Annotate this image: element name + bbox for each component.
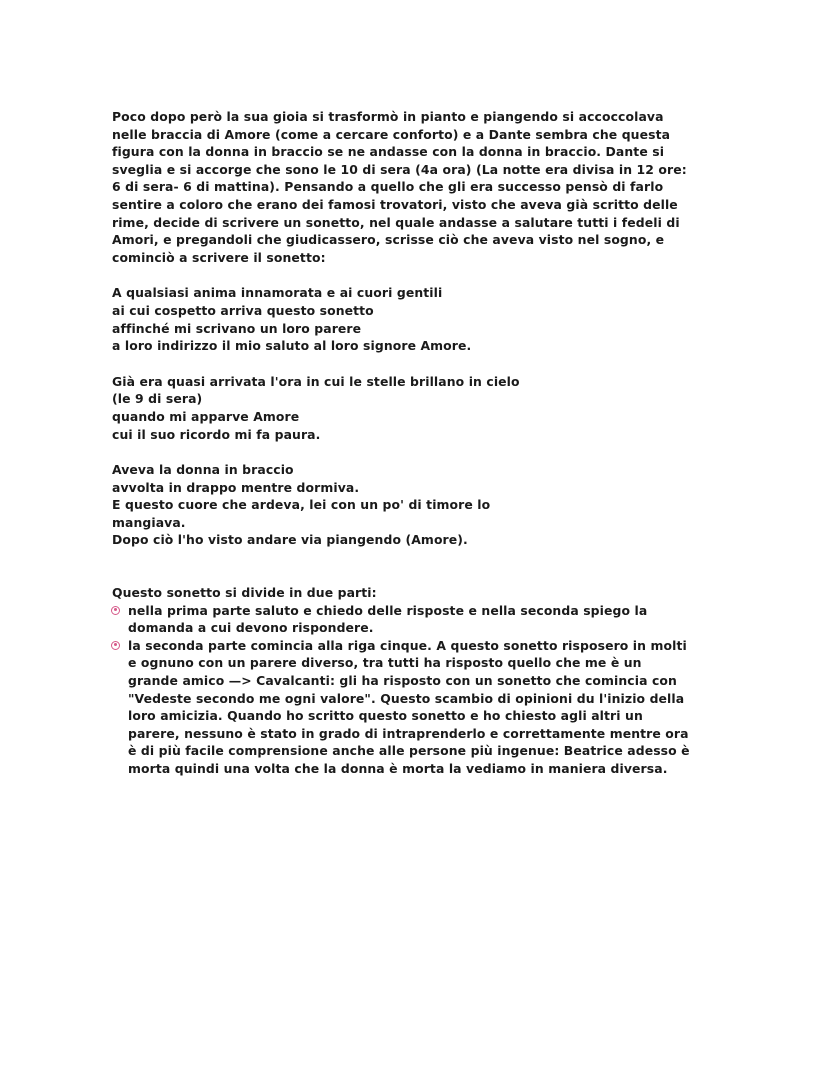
stanza-line: cui il suo ricordo mi fa paura. (112, 426, 321, 442)
list-item (112, 637, 696, 778)
stanza-line: Dopo ciò l'ho visto andare via piangendo (Amore). (112, 532, 468, 548)
stanza-line: mangiava. (112, 514, 186, 530)
document-page (112, 108, 696, 778)
bullet-icon (111, 606, 120, 615)
stanza-line: quando mi apparve Amore (112, 408, 300, 424)
division-heading: Questo sonetto si divide in due parti: (112, 585, 377, 601)
intro-paragraph: Poco dopo però la sua gioia si trasformò in pianto e piangendo si accoccolava nelle braccia di Amore (come a cercare conforto) e a Dante sembra che questa figura con la donna in braccio se ne andasse con la donna in braccio. Dante si sveglia e si accorge che sono le 10 di sera (4a ora) (La notte era divisa in 12 ore: 6 di sera- 6 di mattina). Pensando a quello che gli era successo pensò di farlo sentire a coloro che erano dei famosi trovatori, visto che aveva già scritto delle rime, decide di scrivere un sonetto, nel quale andasse a salutare tutti i fedeli di Amori, e pregandoli che giudicassero, scrisse ciò che aveva visto nel sogno, e cominciò a scrivere il sonetto: (112, 109, 687, 265)
stanza-line: affinché mi scrivano un loro parere (112, 320, 362, 336)
stanza-line: (le 9 di sera) (112, 391, 203, 407)
stanza-line: E questo cuore che ardeva, lei con un po' di timore lo (112, 497, 491, 513)
stanza-2 (112, 373, 696, 443)
stanza-line: Già era quasi arrivata l'ora in cui le stelle brillano in cielo (112, 373, 520, 389)
list-item-text: la seconda parte comincia alla riga cinque. A questo sonetto risposero in molti e ognuno con un parere diverso, tra tutti ha risposto quello che me è un grande amico —> Cavalcanti: gli ha risposto con un sonetto che comincia con "Vedeste secondo me ogni valore". Questo scambio di opinioni du l'inizio della loro amicizia. Quando ho scritto questo sonetto e ho chiesto agli altri un parere, nessuno è stato in grado di intraprenderlo e correttamente mentre ora è di più facile comprensione anche alle persone più ingenue: Beatrice adesso è morta quindi una volta che la donna è morta la vediamo in maniera diversa. (128, 637, 690, 776)
bullet-list (112, 602, 696, 778)
stanza-3 (112, 461, 696, 549)
stanza-line: Aveva la donna in braccio (112, 462, 294, 478)
stanza-line: A qualsiasi anima innamorata e ai cuori gentili (112, 285, 443, 301)
stanza-line: a loro indirizzo il mio saluto al loro signore Amore. (112, 338, 472, 354)
stanza-1 (112, 284, 696, 354)
stanza-line: avvolta in drappo mentre dormiva. (112, 479, 360, 495)
bullet-icon (111, 641, 120, 650)
list-item (112, 602, 696, 637)
list-item-text: nella prima parte saluto e chiedo delle risposte e nella seconda spiego la domanda a cui devono rispondere. (128, 602, 648, 636)
stanza-line: ai cui cospetto arriva questo sonetto (112, 302, 374, 318)
